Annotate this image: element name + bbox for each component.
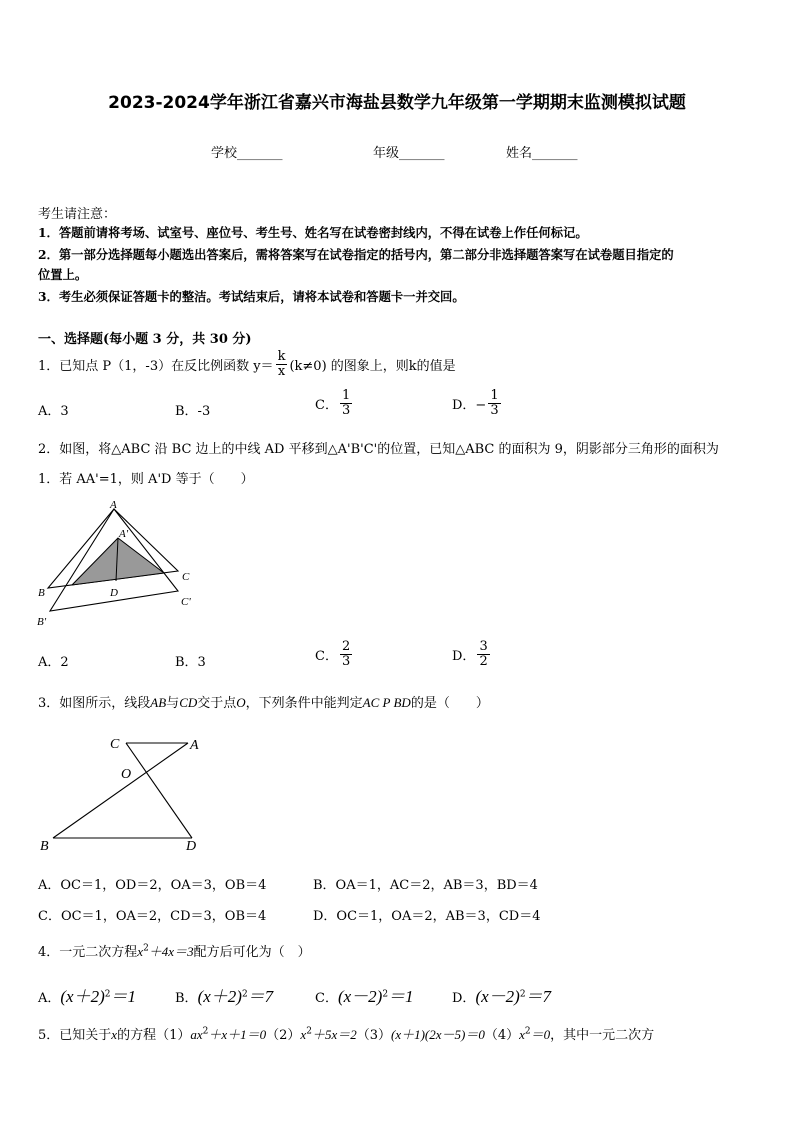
- notice-item-3: 3．考生必须保证答题卡的整洁。考试结束后，请将本试卷和答题卡一并交回。: [38, 289, 465, 304]
- q2-option-d-frac: [477, 640, 489, 668]
- q2-d-num: 3: [479, 639, 488, 654]
- q4-c-label: C．: [315, 991, 338, 1006]
- label-B: B: [40, 839, 49, 854]
- question-5-stem: [38, 1024, 654, 1043]
- q4-d-expr: (x－2): [475, 987, 520, 1006]
- question-1-stem: [38, 350, 456, 378]
- label-D: D: [186, 839, 197, 854]
- q2-option-c: [315, 640, 354, 668]
- q3-stem-d: ，下列条件中能判定: [245, 696, 363, 711]
- q3-option-d: D．OC＝1，OA＝2，AB＝3，CD＝4: [313, 909, 541, 924]
- q4-a-sq: 2: [104, 989, 111, 1000]
- label-A: A: [110, 499, 117, 511]
- q1-option-d: [452, 389, 503, 417]
- q3-option-b: B．OA＝1，AC＝2，AB＝3，BD＝4: [313, 878, 538, 893]
- name-field: 姓名_______: [506, 146, 578, 161]
- q2-option-c-label: C．: [315, 648, 338, 664]
- q2-figure: [30, 495, 210, 630]
- q1-d-num: 1: [490, 388, 499, 403]
- label-B: B: [38, 587, 45, 599]
- section-heading: 一、选择题(每小题 3 分，共 30 分): [38, 332, 252, 347]
- q4-d-rhs: ＝7: [525, 987, 552, 1006]
- q5-p2: （2）: [266, 1028, 301, 1043]
- q4-b-label: B．: [175, 991, 198, 1006]
- q1-option-d-frac: [488, 389, 500, 417]
- q3-seg-cd: CD: [179, 695, 198, 710]
- q3-stem-e: 的是（ ）: [410, 696, 489, 711]
- q1-option-c: [315, 389, 354, 417]
- q5-eq2: x: [300, 1027, 307, 1042]
- q2-option-d-label: D．: [452, 648, 476, 664]
- q2-c-den: 3: [341, 653, 351, 669]
- q3-stem-a: 3．如图所示，线段: [38, 696, 151, 711]
- q4-c-expr: (x－2): [337, 987, 383, 1006]
- q4-b-sq: 2: [241, 989, 248, 1000]
- q2-option-a: A．2: [38, 655, 69, 670]
- q2-d-den: 2: [479, 653, 488, 669]
- q5-eq2-sq: 2: [306, 1026, 312, 1037]
- q1-d-den: 3: [490, 402, 499, 418]
- q4-eq-sq: 2: [143, 943, 149, 954]
- grade-field: 年级_______: [373, 146, 445, 161]
- q1-frac-num: k: [277, 349, 286, 364]
- q2-option-d: [452, 640, 492, 668]
- q4-option-b: [175, 982, 273, 1007]
- q5-stem-b: 的方程（1）: [117, 1028, 191, 1043]
- q3-option-c: C．OC＝1，OA＝2，CD＝3，OB＝4: [38, 909, 267, 924]
- q2-option-b: B．3: [175, 655, 206, 670]
- q5-p4: （4）: [484, 1028, 520, 1043]
- q5-var: x: [111, 1027, 118, 1042]
- label-C: C: [110, 737, 120, 752]
- q4-a-rhs: ＝1: [110, 987, 136, 1006]
- q3-figure: [35, 728, 215, 856]
- q4-stem-a: 4．一元二次方程: [38, 945, 138, 960]
- q4-option-c: [315, 982, 414, 1007]
- label-C: C: [182, 571, 190, 583]
- label-C-prime: C': [181, 596, 191, 608]
- q1-fraction: [276, 350, 288, 378]
- question-2-line1: 2．如图，将△ABC 沿 BC 边上的中线 AD 平移到△A'B'C'的位置，已知△ABC 的面积为 9，阴影部分三角形的面积为: [38, 442, 719, 457]
- q1-option-c-label: C．: [315, 397, 338, 413]
- q5-eq4-rest: ＝0: [530, 1027, 551, 1042]
- school-field: 学校_______: [211, 146, 283, 161]
- q3-stem-c: 交于点: [197, 696, 237, 711]
- q3-stem-b: 与: [166, 696, 180, 711]
- q4-c-rhs: ＝1: [388, 987, 414, 1006]
- q2-option-c-frac: [340, 640, 352, 668]
- q3-point-o: O: [236, 695, 246, 710]
- notice-item-2b: 位置上。: [38, 267, 88, 282]
- notice-item-1: 1．答题前请将考场、试室号、座位号、考生号、姓名写在试卷密封线内，不得在试卷上作任何标记。: [38, 225, 588, 240]
- q3-option-a: A．OC＝1，OD＝2，OA＝3，OB＝4: [38, 878, 267, 893]
- label-O: O: [121, 767, 132, 782]
- q4-option-a: [38, 982, 136, 1007]
- question-2-line2: 1．若 AA'=1，则 A'D 等于（ ）: [38, 472, 254, 487]
- question-4-stem: [38, 941, 311, 960]
- label-D: D: [110, 587, 118, 599]
- label-A-prime: A': [119, 528, 129, 540]
- q1-option-b: B．-3: [175, 404, 211, 419]
- q5-eq4-sq: 2: [524, 1026, 531, 1037]
- q1-stem-a: 1．已知点 P（1，-3）在反比例函数 y＝: [38, 358, 274, 374]
- q4-b-rhs: ＝7: [247, 987, 274, 1006]
- segment-AB: [53, 743, 188, 838]
- q5-eq3: (x＋1)(2x－5)＝0: [391, 1027, 485, 1042]
- q4-option-d: [452, 982, 551, 1007]
- q3-seg-ab: AB: [150, 695, 167, 710]
- label-A: A: [190, 738, 199, 753]
- q5-eq4: x: [519, 1027, 525, 1042]
- q4-a-label: A．: [38, 991, 61, 1006]
- q4-eq-rest: ＋4x＝3: [148, 944, 194, 959]
- q4-stem-b: 配方后可化为（ ）: [193, 945, 311, 960]
- page-title: 2023-2024学年浙江省嘉兴市海盐县数学九年级第一学期期末监测模拟试题: [108, 93, 686, 113]
- segment-CD: [126, 743, 192, 838]
- q1-option-d-label: D．−: [452, 397, 487, 413]
- q5-eq1: ax: [190, 1027, 203, 1042]
- q5-p3: （3）: [356, 1028, 391, 1043]
- notice-item-2: 2．第一部分选择题每小题选出答案后，需将答案写在试卷指定的括号内，第二部分非选择题答案写在试卷题目指定的: [38, 247, 674, 262]
- q4-d-label: D．: [452, 991, 476, 1006]
- q1-option-c-frac: [340, 389, 352, 417]
- q4-b-expr: (x＋2): [197, 987, 242, 1006]
- q3-relation: AC P BD: [362, 695, 411, 710]
- q5-eq1-rest: ＋x＋1＝0: [208, 1027, 267, 1042]
- q1-frac-den: x: [277, 363, 286, 379]
- q4-d-sq: 2: [519, 989, 526, 1000]
- q5-eq1-sq: 2: [202, 1026, 209, 1037]
- q4-a-expr: (x＋2): [60, 987, 105, 1006]
- q1-c-num: 1: [341, 388, 351, 403]
- q5-stem-c: ，其中一元二次方: [550, 1028, 655, 1043]
- label-B-prime: B': [37, 616, 47, 628]
- q5-eq2-rest: ＋5x＝2: [311, 1027, 357, 1042]
- q1-stem-b: (k≠0) 的图象上，则k的值是: [289, 358, 456, 374]
- q5-stem-a: 5．已知关于: [38, 1028, 112, 1043]
- q1-option-a: A．3: [38, 404, 69, 419]
- q1-c-den: 3: [341, 402, 351, 418]
- notice-heading: 考生请注意：: [38, 207, 117, 222]
- q2-c-num: 2: [341, 639, 351, 654]
- question-3-stem: [38, 692, 489, 711]
- q4-eq-x: x: [137, 944, 144, 959]
- q4-c-sq: 2: [382, 989, 389, 1000]
